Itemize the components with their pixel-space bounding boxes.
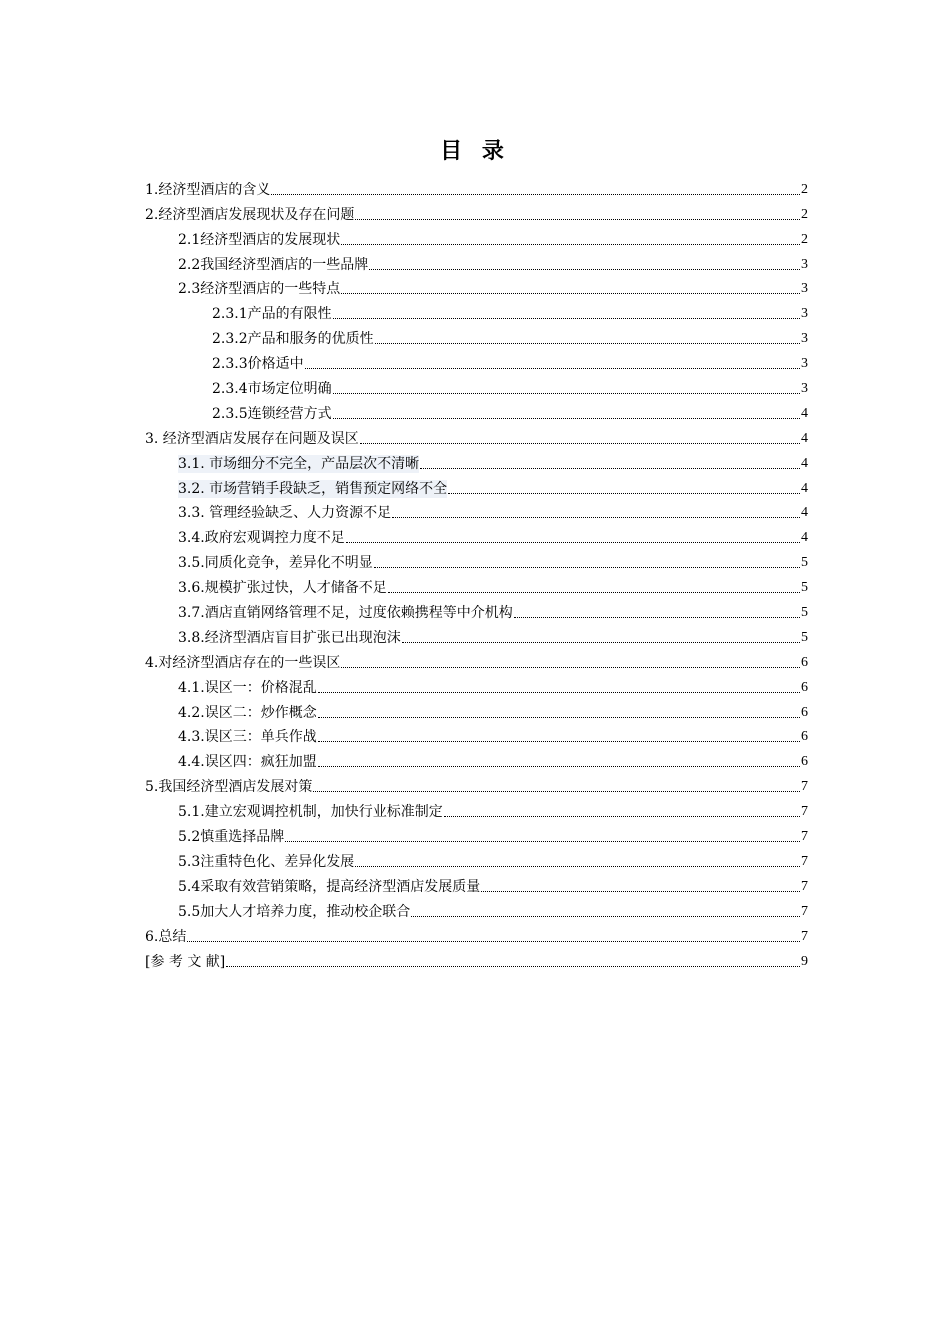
dot-leader <box>355 866 800 867</box>
toc-entry[interactable] <box>145 921 808 946</box>
dot-leader <box>333 318 800 319</box>
toc-entry-label: 6.总结 <box>145 928 187 945</box>
dot-leader <box>481 891 800 892</box>
toc-entry-label: 3.6.规模扩张过快，人才储备不足 <box>178 580 387 597</box>
dot-leader <box>388 592 800 593</box>
toc-entry[interactable] <box>145 423 808 448</box>
toc-entry-label: 2.3.5连锁经营方式 <box>212 405 332 422</box>
toc-entry[interactable] <box>145 224 808 249</box>
toc-entry-page-number: 6 <box>801 754 808 770</box>
toc-entry-label: 4.1.误区一：价格混乱 <box>178 679 317 696</box>
toc-entry[interactable] <box>145 722 808 747</box>
dot-leader <box>514 617 800 618</box>
toc-entry-label: 2.3.3价格适中 <box>212 356 304 373</box>
toc-entry-label: 4.4.误区四：疯狂加盟 <box>178 754 317 771</box>
toc-entry-page-number: 5 <box>801 605 808 621</box>
toc-entry-label: 3.7.酒店直销网络管理不足，过度依赖携程等中介机构 <box>178 605 513 622</box>
dot-leader <box>375 343 800 344</box>
toc-entry-page-number: 7 <box>801 903 808 919</box>
toc-entry[interactable] <box>145 697 808 722</box>
toc-entry-label: 5.4采取有效营销策略，提高经济型酒店发展质量 <box>178 878 481 895</box>
dot-leader <box>355 219 800 220</box>
toc-entry[interactable] <box>145 448 808 473</box>
dot-leader <box>271 194 800 195</box>
toc-entry-page-number: 5 <box>801 580 808 596</box>
toc-entry-page-number: 4 <box>801 455 808 471</box>
toc-entry-page-number: 9 <box>801 953 808 969</box>
toc-entry-label: 5.1.建立宏观调控机制，加快行业标准制定 <box>178 804 443 821</box>
toc-entry[interactable] <box>145 398 808 423</box>
dot-leader <box>448 493 800 494</box>
dot-leader <box>346 542 800 543</box>
toc-entry[interactable] <box>145 323 808 348</box>
dot-leader <box>341 244 800 245</box>
toc-entry-label: 2.1经济型酒店的发展现状 <box>178 231 341 248</box>
toc-entry-page-number: 7 <box>801 878 808 894</box>
toc-entry[interactable] <box>145 597 808 622</box>
dot-leader <box>333 418 800 419</box>
toc-entry-page-number: 6 <box>801 729 808 745</box>
dot-leader <box>360 443 800 444</box>
toc-entry-label: 5.2慎重选择品牌 <box>178 829 285 846</box>
toc-entry-label: 2.3.1产品的有限性 <box>212 306 332 323</box>
toc-entry-label: 5.3注重特色化、差异化发展 <box>178 853 355 870</box>
dot-leader <box>411 916 800 917</box>
toc-entry-label: 4.对经济型酒店存在的一些误区 <box>145 654 341 671</box>
toc-entry[interactable] <box>145 547 808 572</box>
dot-leader <box>392 517 800 518</box>
toc-entry-label: 4.3.误区三：单兵作战 <box>178 729 317 746</box>
toc-entry[interactable] <box>145 746 808 771</box>
toc-entry-label: 3.3. 管理经验缺乏、人力资源不足 <box>178 505 392 522</box>
toc-entry-label: 2.经济型酒店发展现状及存在问题 <box>145 206 355 223</box>
toc-entry[interactable] <box>145 498 808 523</box>
dot-leader <box>318 692 800 693</box>
toc-entry[interactable] <box>145 249 808 274</box>
toc-entry-page-number: 6 <box>801 704 808 720</box>
dot-leader <box>285 841 800 842</box>
toc-entry-label: 1.经济型酒店的含义 <box>145 181 271 198</box>
toc-entry[interactable] <box>145 946 808 971</box>
toc-entry-label: 5.我国经济型酒店发展对策 <box>145 779 313 796</box>
toc-entry[interactable] <box>145 199 808 224</box>
table-of-contents <box>145 174 808 971</box>
dot-leader <box>305 368 800 369</box>
toc-entry[interactable] <box>145 572 808 597</box>
toc-entry-page-number: 3 <box>801 356 808 372</box>
toc-entry[interactable] <box>145 821 808 846</box>
dot-leader <box>369 269 800 270</box>
toc-entry-page-number: 7 <box>801 853 808 869</box>
toc-entry-label: [参 考 文 献] <box>145 953 226 970</box>
toc-entry-page-number: 6 <box>801 679 808 695</box>
dot-leader <box>226 966 800 967</box>
toc-entry-page-number: 3 <box>801 331 808 347</box>
toc-entry-page-number: 5 <box>801 629 808 645</box>
toc-entry-page-number: 7 <box>801 804 808 820</box>
dot-leader <box>318 717 800 718</box>
toc-entry[interactable] <box>145 373 808 398</box>
dot-leader <box>402 642 800 643</box>
toc-entry-page-number: 4 <box>801 530 808 546</box>
dot-leader <box>318 766 800 767</box>
toc-entry[interactable] <box>145 274 808 299</box>
dot-leader <box>374 567 800 568</box>
toc-entry[interactable] <box>145 473 808 498</box>
toc-entry-page-number: 3 <box>801 281 808 297</box>
dot-leader <box>444 816 800 817</box>
toc-entry-label: 2.3经济型酒店的一些特点 <box>178 281 341 298</box>
toc-entry[interactable] <box>145 647 808 672</box>
toc-entry-label: 5.5加大人才培养力度，推动校企联合 <box>178 903 411 920</box>
toc-entry[interactable] <box>145 871 808 896</box>
dot-leader <box>313 791 800 792</box>
dot-leader <box>333 393 800 394</box>
toc-entry-label: 3.4.政府宏观调控力度不足 <box>178 530 345 547</box>
toc-entry-page-number: 4 <box>801 430 808 446</box>
toc-entry-page-number: 3 <box>801 381 808 397</box>
toc-entry-page-number: 7 <box>801 928 808 944</box>
dot-leader <box>318 741 800 742</box>
toc-entry[interactable] <box>145 174 808 199</box>
toc-entry-page-number: 4 <box>801 405 808 421</box>
dot-leader <box>187 941 800 942</box>
toc-entry-page-number: 3 <box>801 256 808 272</box>
toc-entry[interactable] <box>145 846 808 871</box>
toc-entry[interactable] <box>145 896 808 921</box>
toc-entry[interactable] <box>145 522 808 547</box>
toc-entry-page-number: 7 <box>801 779 808 795</box>
toc-entry-page-number: 2 <box>801 206 808 222</box>
toc-entry-label: 2.3.2产品和服务的优质性 <box>212 331 374 348</box>
toc-entry-page-number: 7 <box>801 829 808 845</box>
toc-entry[interactable] <box>145 771 808 796</box>
toc-entry-page-number: 2 <box>801 181 808 197</box>
toc-entry-label: 3. 经济型酒店发展存在问题及误区 <box>145 430 359 447</box>
toc-entry-page-number: 4 <box>801 505 808 521</box>
dot-leader <box>341 667 800 668</box>
toc-entry-page-number: 2 <box>801 231 808 247</box>
toc-entry-page-number: 6 <box>801 654 808 670</box>
toc-entry-label: 4.2.误区二：炒作概念 <box>178 704 317 721</box>
toc-entry-page-number: 4 <box>801 480 808 496</box>
toc-entry-label: 2.3.4市场定位明确 <box>212 381 332 398</box>
toc-entry-label: 3.1. 市场细分不完全，产品层次不清晰 <box>178 455 420 472</box>
toc-entry[interactable] <box>145 796 808 821</box>
dot-leader <box>341 293 800 294</box>
toc-entry-label: 2.2我国经济型酒店的一些品牌 <box>178 256 369 273</box>
page-title: 目 录 <box>440 139 510 164</box>
toc-entry-label: 3.8.经济型酒店盲目扩张已出现泡沫 <box>178 629 401 646</box>
toc-entry[interactable] <box>145 672 808 697</box>
toc-entry-label: 3.5.同质化竞争，差异化不明显 <box>178 555 373 572</box>
toc-entry-page-number: 3 <box>801 306 808 322</box>
toc-entry[interactable] <box>145 298 808 323</box>
toc-entry[interactable] <box>145 622 808 647</box>
dot-leader <box>420 468 800 469</box>
toc-entry-page-number: 5 <box>801 555 808 571</box>
toc-entry-label: 3.2. 市场营销手段缺乏，销售预定网络不全 <box>178 480 448 497</box>
toc-entry[interactable] <box>145 348 808 373</box>
